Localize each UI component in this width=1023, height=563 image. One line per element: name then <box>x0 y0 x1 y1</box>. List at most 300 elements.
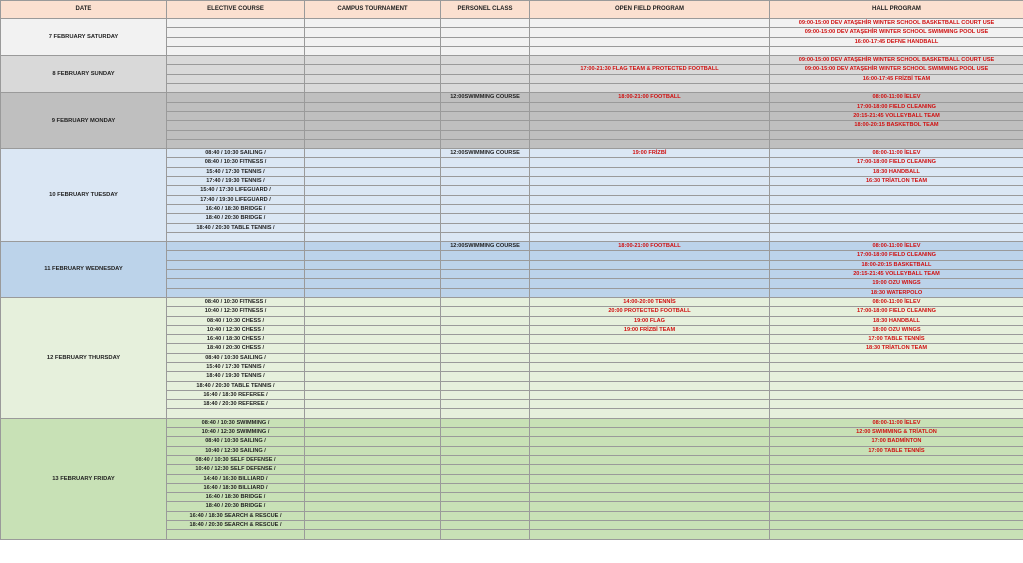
campus-tournament-cell <box>305 167 441 176</box>
elective-course-cell <box>167 121 305 130</box>
campus-tournament-cell <box>305 390 441 399</box>
personel-class-cell <box>441 167 530 176</box>
personel-class-cell <box>441 260 530 269</box>
schedule-row <box>1 93 1023 102</box>
hall-program-cell <box>770 362 1023 371</box>
personel-class-cell <box>441 186 530 195</box>
open-field-cell: 19:00 FRİZBİ TEAM <box>530 325 770 334</box>
elective-course-cell: 18:40 / 20:30 CHESS / <box>167 344 305 353</box>
personel-class-cell <box>441 325 530 334</box>
open-field-cell <box>530 177 770 186</box>
elective-course-cell: 18:40 / 20:30 REFEREE / <box>167 400 305 409</box>
elective-course-cell: 17:40 / 19:30 LIFEGUARD / <box>167 195 305 204</box>
hall-program-cell: 08:00-11:00 İELEV <box>770 297 1023 306</box>
schedule-row <box>1 56 1023 65</box>
elective-course-cell: 15:40 / 17:30 TENNIS / <box>167 167 305 176</box>
open-field-cell <box>530 130 770 139</box>
open-field-cell <box>530 251 770 260</box>
elective-course-cell: 18:40 / 20:30 SEARCH & RESCUE / <box>167 521 305 530</box>
open-field-cell <box>530 493 770 502</box>
personel-class-cell <box>441 19 530 28</box>
open-field-cell <box>530 102 770 111</box>
open-field-cell <box>530 381 770 390</box>
open-field-cell <box>530 428 770 437</box>
hall-program-cell: 18:30 WATERPOLO <box>770 288 1023 297</box>
date-cell: 13 FEBRUARY FRIDAY <box>1 418 167 539</box>
elective-course-cell: 18:40 / 20:30 BRIDGE / <box>167 502 305 511</box>
personel-class-cell <box>441 65 530 74</box>
elective-course-cell: 08:40 / 10:30 CHESS / <box>167 316 305 325</box>
open-field-cell: 14:00-20:00 TENNİS <box>530 297 770 306</box>
hall-program-cell <box>770 474 1023 483</box>
campus-tournament-cell <box>305 84 441 93</box>
campus-tournament-cell <box>305 446 441 455</box>
open-field-cell <box>530 353 770 362</box>
campus-tournament-cell <box>305 270 441 279</box>
open-field-cell <box>530 158 770 167</box>
open-field-cell <box>530 483 770 492</box>
header-open-field-program: OPEN FIELD PROGRAM <box>530 1 770 19</box>
campus-tournament-cell <box>305 195 441 204</box>
open-field-cell <box>530 111 770 120</box>
elective-course-cell <box>167 56 305 65</box>
open-field-cell <box>530 400 770 409</box>
hall-program-cell <box>770 46 1023 55</box>
personel-class-cell <box>441 446 530 455</box>
campus-tournament-cell <box>305 93 441 102</box>
personel-class-cell <box>441 158 530 167</box>
campus-tournament-cell <box>305 455 441 464</box>
elective-course-cell: 10:40 / 12:30 FITNESS / <box>167 307 305 316</box>
campus-tournament-cell <box>305 483 441 492</box>
open-field-cell <box>530 260 770 269</box>
personel-class-cell <box>441 214 530 223</box>
campus-tournament-cell <box>305 158 441 167</box>
elective-course-cell <box>167 84 305 93</box>
elective-course-cell: 16:40 / 18:30 BRIDGE / <box>167 204 305 213</box>
open-field-cell <box>530 186 770 195</box>
hall-program-cell: 16:30 TRİATLON TEAM <box>770 177 1023 186</box>
open-field-cell <box>530 279 770 288</box>
personel-class-cell <box>441 270 530 279</box>
header-campus-tournament: CAMPUS TOURNAMENT <box>305 1 441 19</box>
campus-tournament-cell <box>305 56 441 65</box>
personel-class-cell <box>441 530 530 539</box>
elective-course-cell <box>167 530 305 539</box>
elective-course-cell: 08:40 / 10:30 SELF DEFENSE / <box>167 455 305 464</box>
open-field-cell <box>530 418 770 427</box>
elective-course-cell: 14:40 / 16:30 BILLIARD / <box>167 474 305 483</box>
campus-tournament-cell <box>305 372 441 381</box>
open-field-cell <box>530 37 770 46</box>
elective-course-cell <box>167 409 305 418</box>
elective-course-cell <box>167 251 305 260</box>
elective-course-cell: 16:40 / 18:30 CHESS / <box>167 335 305 344</box>
open-field-cell <box>530 56 770 65</box>
personel-class-cell <box>441 353 530 362</box>
hall-program-cell: 08:00-11:00 İELEV <box>770 242 1023 251</box>
header-date: DATE <box>1 1 167 19</box>
campus-tournament-cell <box>305 316 441 325</box>
personel-class-cell <box>441 372 530 381</box>
personel-class-cell <box>441 335 530 344</box>
hall-program-cell: 09:00-15:00 DEV ATAŞEHİR WINTER SCHOOL SWIMMING POOL USE <box>770 28 1023 37</box>
hall-program-cell <box>770 223 1023 232</box>
open-field-cell: 19:00 FRİZBİ <box>530 149 770 158</box>
open-field-cell <box>530 223 770 232</box>
campus-tournament-cell <box>305 223 441 232</box>
hall-program-cell <box>770 130 1023 139</box>
elective-course-cell: 16:40 / 18:30 SEARCH & RESCUE / <box>167 511 305 520</box>
schedule-row <box>1 418 1023 427</box>
campus-tournament-cell <box>305 511 441 520</box>
hall-program-cell: 09:00-15:00 DEV ATAŞEHİR WINTER SCHOOL BASKETBALL COURT USE <box>770 56 1023 65</box>
open-field-cell <box>530 84 770 93</box>
elective-course-cell: 18:40 / 20:30 TABLE TENNIS / <box>167 381 305 390</box>
campus-tournament-cell <box>305 139 441 148</box>
campus-tournament-cell <box>305 186 441 195</box>
open-field-cell: 20:00 PROTECTED FOOTBALL <box>530 307 770 316</box>
hall-program-cell <box>770 502 1023 511</box>
campus-tournament-cell <box>305 307 441 316</box>
personel-class-cell <box>441 74 530 83</box>
date-cell: 9 FEBRUARY MONDAY <box>1 93 167 149</box>
hall-program-cell <box>770 195 1023 204</box>
personel-class-cell <box>441 130 530 139</box>
open-field-cell <box>530 446 770 455</box>
personel-class-cell <box>441 223 530 232</box>
hall-program-cell <box>770 232 1023 241</box>
elective-course-cell: 08:40 / 10:30 SAILING / <box>167 353 305 362</box>
open-field-cell <box>530 344 770 353</box>
personel-class-cell <box>441 232 530 241</box>
open-field-cell <box>530 46 770 55</box>
campus-tournament-cell <box>305 362 441 371</box>
elective-course-cell <box>167 139 305 148</box>
personel-class-cell <box>441 279 530 288</box>
elective-course-cell <box>167 130 305 139</box>
campus-tournament-cell <box>305 465 441 474</box>
elective-course-cell <box>167 270 305 279</box>
hall-program-cell: 09:00-15:00 DEV ATAŞEHİR WINTER SCHOOL BASKETBALL COURT USE <box>770 19 1023 28</box>
hall-program-cell <box>770 186 1023 195</box>
open-field-cell <box>530 139 770 148</box>
open-field-cell <box>530 521 770 530</box>
hall-program-cell: 08:00-11:00 İELEV <box>770 93 1023 102</box>
schedule-row <box>1 19 1023 28</box>
open-field-cell <box>530 511 770 520</box>
personel-class-cell <box>441 400 530 409</box>
personel-class-cell <box>441 46 530 55</box>
campus-tournament-cell <box>305 279 441 288</box>
personel-class-cell: 12:00SWIMMING COURSE <box>441 242 530 251</box>
personel-class-cell <box>441 204 530 213</box>
date-cell: 11 FEBRUARY WEDNESDAY <box>1 242 167 298</box>
header-personel-class: PERSONEL CLASS <box>441 1 530 19</box>
campus-tournament-cell <box>305 335 441 344</box>
personel-class-cell <box>441 428 530 437</box>
hall-program-cell: 17:00-18:00 FIELD CLEANING <box>770 251 1023 260</box>
elective-course-cell <box>167 19 305 28</box>
open-field-cell <box>530 74 770 83</box>
personel-class-cell <box>441 390 530 399</box>
campus-tournament-cell <box>305 46 441 55</box>
hall-program-cell: 19:00 OZU WINGS <box>770 279 1023 288</box>
elective-course-cell <box>167 242 305 251</box>
personel-class-cell <box>441 465 530 474</box>
personel-class-cell <box>441 297 530 306</box>
hall-program-cell: 17:00 TABLE TENNİS <box>770 335 1023 344</box>
personel-class-cell <box>441 511 530 520</box>
open-field-cell: 18:00-21:00 FOOTBALL <box>530 242 770 251</box>
hall-program-cell <box>770 139 1023 148</box>
elective-course-cell: 10:40 / 12:30 CHESS / <box>167 325 305 334</box>
hall-program-cell <box>770 84 1023 93</box>
elective-course-cell <box>167 111 305 120</box>
personel-class-cell <box>441 111 530 120</box>
personel-class-cell <box>441 28 530 37</box>
campus-tournament-cell <box>305 19 441 28</box>
hall-program-cell: 18:30 TRİATLON TEAM <box>770 344 1023 353</box>
campus-tournament-cell <box>305 474 441 483</box>
elective-course-cell: 17:40 / 19:30 TENNIS / <box>167 177 305 186</box>
personel-class-cell <box>441 139 530 148</box>
personel-class-cell: 12:00SWIMMING COURSE <box>441 93 530 102</box>
hall-program-cell: 08:00-11:00 İELEV <box>770 418 1023 427</box>
open-field-cell: 19:00 FLAG <box>530 316 770 325</box>
open-field-cell <box>530 19 770 28</box>
open-field-cell <box>530 288 770 297</box>
hall-program-cell: 16:00-17:45 FRİZBİ TEAM <box>770 74 1023 83</box>
hall-program-cell <box>770 465 1023 474</box>
hall-program-cell <box>770 409 1023 418</box>
date-cell: 8 FEBRUARY SUNDAY <box>1 56 167 93</box>
hall-program-cell: 09:00-15:00 DEV ATAŞEHİR WINTER SCHOOL SWIMMING POOL USE <box>770 65 1023 74</box>
hall-program-cell: 16:00-17:45 DEFNE HANDBALL <box>770 37 1023 46</box>
personel-class-cell <box>441 409 530 418</box>
campus-tournament-cell <box>305 102 441 111</box>
campus-tournament-cell <box>305 149 441 158</box>
personel-class-cell <box>441 344 530 353</box>
date-cell: 12 FEBRUARY THURSDAY <box>1 297 167 418</box>
personel-class-cell <box>441 418 530 427</box>
open-field-cell <box>530 455 770 464</box>
campus-tournament-cell <box>305 204 441 213</box>
personel-class-cell <box>441 502 530 511</box>
hall-program-cell: 12:00 SWIMMING & TRİATLON <box>770 428 1023 437</box>
campus-tournament-cell <box>305 177 441 186</box>
campus-tournament-cell <box>305 74 441 83</box>
schedule-row <box>1 242 1023 251</box>
hall-program-cell <box>770 511 1023 520</box>
campus-tournament-cell <box>305 121 441 130</box>
elective-course-cell: 10:40 / 12:30 SELF DEFENSE / <box>167 465 305 474</box>
open-field-cell <box>530 372 770 381</box>
elective-course-cell <box>167 288 305 297</box>
personel-class-cell <box>441 316 530 325</box>
elective-course-cell: 08:40 / 10:30 FITNESS / <box>167 158 305 167</box>
hall-program-cell <box>770 483 1023 492</box>
campus-tournament-cell <box>305 65 441 74</box>
open-field-cell <box>530 335 770 344</box>
personel-class-cell <box>441 493 530 502</box>
elective-course-cell: 10:40 / 12:30 SWIMMING / <box>167 428 305 437</box>
elective-course-cell <box>167 65 305 74</box>
elective-course-cell: 08:40 / 10:30 SWIMMING / <box>167 418 305 427</box>
hall-program-cell <box>770 390 1023 399</box>
open-field-cell <box>530 270 770 279</box>
campus-tournament-cell <box>305 493 441 502</box>
elective-course-cell <box>167 93 305 102</box>
header-row <box>1 1 1023 19</box>
hall-program-cell: 08:00-11:00 İELEV <box>770 149 1023 158</box>
elective-course-cell: 15:40 / 17:30 TENNIS / <box>167 362 305 371</box>
hall-program-cell <box>770 493 1023 502</box>
date-cell: 7 FEBRUARY SATURDAY <box>1 19 167 56</box>
open-field-cell <box>530 28 770 37</box>
campus-tournament-cell <box>305 130 441 139</box>
open-field-cell <box>530 465 770 474</box>
personel-class-cell <box>441 307 530 316</box>
personel-class-cell <box>441 437 530 446</box>
open-field-cell <box>530 204 770 213</box>
open-field-cell: 17:00-21:30 FLAG TEAM & PROTECTED FOOTBALL <box>530 65 770 74</box>
open-field-cell <box>530 530 770 539</box>
open-field-cell <box>530 474 770 483</box>
hall-program-cell: 20:15-21:45 VOLLEYBALL TEAM <box>770 111 1023 120</box>
schedule-body <box>1 19 1023 540</box>
personel-class-cell: 12:00SWIMMING COURSE <box>441 149 530 158</box>
campus-tournament-cell <box>305 111 441 120</box>
open-field-cell <box>530 121 770 130</box>
hall-program-cell: 17:00 TABLE TENNİS <box>770 446 1023 455</box>
campus-tournament-cell <box>305 353 441 362</box>
personel-class-cell <box>441 121 530 130</box>
hall-program-cell: 18:30 HANDBALL <box>770 167 1023 176</box>
elective-course-cell: 08:40 / 10:30 SAILING / <box>167 437 305 446</box>
campus-tournament-cell <box>305 521 441 530</box>
personel-class-cell <box>441 56 530 65</box>
hall-program-cell <box>770 381 1023 390</box>
hall-program-cell <box>770 353 1023 362</box>
open-field-cell <box>530 362 770 371</box>
elective-course-cell: 15:40 / 17:30 LIFEGUARD / <box>167 186 305 195</box>
open-field-cell <box>530 167 770 176</box>
hall-program-cell: 18:00-20:15 BASKETBOL TEAM <box>770 121 1023 130</box>
campus-tournament-cell <box>305 428 441 437</box>
personel-class-cell <box>441 84 530 93</box>
campus-tournament-cell <box>305 409 441 418</box>
elective-course-cell: 16:40 / 18:30 REFEREE / <box>167 390 305 399</box>
campus-tournament-cell <box>305 502 441 511</box>
elective-course-cell: 18:40 / 20:30 BRIDGE / <box>167 214 305 223</box>
personel-class-cell <box>441 37 530 46</box>
open-field-cell <box>530 214 770 223</box>
date-cell: 10 FEBRUARY TUESDAY <box>1 149 167 242</box>
campus-tournament-cell <box>305 232 441 241</box>
header-hall-program: HALL PROGRAM <box>770 1 1023 19</box>
personel-class-cell <box>441 483 530 492</box>
hall-program-cell: 17:00-18:00 FIELD CLEANING <box>770 307 1023 316</box>
open-field-cell <box>530 232 770 241</box>
campus-tournament-cell <box>305 242 441 251</box>
hall-program-cell <box>770 204 1023 213</box>
personel-class-cell <box>441 474 530 483</box>
personel-class-cell <box>441 288 530 297</box>
personel-class-cell <box>441 195 530 204</box>
hall-program-cell <box>770 530 1023 539</box>
elective-course-cell: 16:40 / 18:30 BILLIARD / <box>167 483 305 492</box>
personel-class-cell <box>441 251 530 260</box>
personel-class-cell <box>441 521 530 530</box>
open-field-cell <box>530 437 770 446</box>
schedule-row <box>1 149 1023 158</box>
open-field-cell <box>530 390 770 399</box>
campus-tournament-cell <box>305 400 441 409</box>
elective-course-cell <box>167 279 305 288</box>
hall-program-cell: 20:15-21:45 VOLLEYBALL TEAM <box>770 270 1023 279</box>
elective-course-cell <box>167 28 305 37</box>
campus-tournament-cell <box>305 530 441 539</box>
campus-tournament-cell <box>305 214 441 223</box>
open-field-cell <box>530 195 770 204</box>
personel-class-cell <box>441 455 530 464</box>
elective-course-cell: 18:40 / 19:30 TENNIS / <box>167 372 305 381</box>
campus-tournament-cell <box>305 325 441 334</box>
campus-tournament-cell <box>305 418 441 427</box>
elective-course-cell <box>167 232 305 241</box>
open-field-cell <box>530 502 770 511</box>
hall-program-cell <box>770 521 1023 530</box>
campus-tournament-cell <box>305 344 441 353</box>
hall-program-cell: 18:30 HANDBALL <box>770 316 1023 325</box>
elective-course-cell: 08:40 / 10:30 SAILING / <box>167 149 305 158</box>
personel-class-cell <box>441 362 530 371</box>
open-field-cell: 18:00-21:00 FOOTBALL <box>530 93 770 102</box>
campus-tournament-cell <box>305 37 441 46</box>
hall-program-cell <box>770 455 1023 464</box>
elective-course-cell <box>167 37 305 46</box>
campus-tournament-cell <box>305 28 441 37</box>
elective-course-cell <box>167 102 305 111</box>
hall-program-cell: 17:00 BADMİNTON <box>770 437 1023 446</box>
personel-class-cell <box>441 102 530 111</box>
hall-program-cell: 18:00 OZU WINGS <box>770 325 1023 334</box>
open-field-cell <box>530 409 770 418</box>
personel-class-cell <box>441 381 530 390</box>
campus-tournament-cell <box>305 288 441 297</box>
personel-class-cell <box>441 177 530 186</box>
hall-program-cell: 17:00-18:00 FIELD CLEANING <box>770 102 1023 111</box>
campus-tournament-cell <box>305 437 441 446</box>
schedule-row <box>1 297 1023 306</box>
header-elective-course: ELECTIVE COURSE <box>167 1 305 19</box>
elective-course-cell: 16:40 / 18:30 BRIDGE / <box>167 493 305 502</box>
hall-program-cell: 18:00-20:15 BASKETBALL <box>770 260 1023 269</box>
elective-course-cell: 10:40 / 12:30 SAILING / <box>167 446 305 455</box>
hall-program-cell <box>770 372 1023 381</box>
campus-tournament-cell <box>305 260 441 269</box>
campus-tournament-cell <box>305 297 441 306</box>
elective-course-cell <box>167 260 305 269</box>
elective-course-cell <box>167 74 305 83</box>
campus-tournament-cell <box>305 251 441 260</box>
hall-program-cell <box>770 214 1023 223</box>
campus-tournament-cell <box>305 381 441 390</box>
hall-program-cell <box>770 400 1023 409</box>
hall-program-cell: 17:00-18:00 FIELD CLEANING <box>770 158 1023 167</box>
elective-course-cell <box>167 46 305 55</box>
